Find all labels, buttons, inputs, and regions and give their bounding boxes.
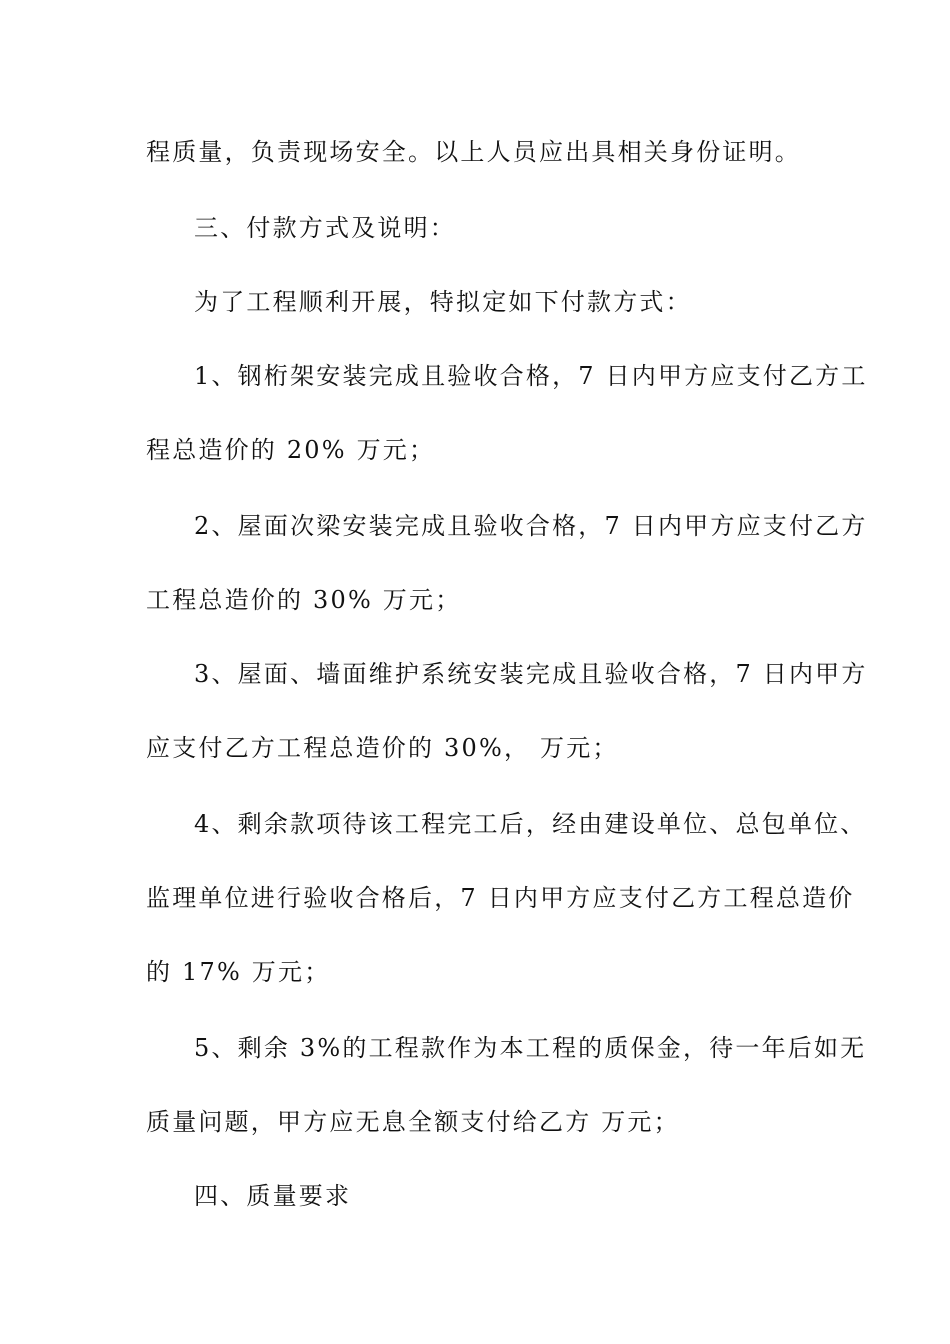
payment-item-1-line-1: 1、钢桁架安装完成且验收合格，7 日内甲方应支付乙方工 — [194, 362, 868, 390]
payment-item-4-line-1: 4、剩余款项待该工程完工后，经由建设单位、总包单位、 — [194, 810, 867, 838]
payment-item-3-line-2: 应支付乙方工程总造价的 30%， 万元； — [146, 734, 619, 762]
text-line-3: 为了工程顺利开展，特拟定如下付款方式： — [194, 288, 692, 316]
payment-item-1-line-2: 程总造价的 20% 万元； — [146, 436, 436, 464]
section-heading-quality: 四、质量要求 — [194, 1182, 352, 1210]
section-heading-payment: 三、付款方式及说明： — [194, 214, 456, 242]
payment-item-4-line-3: 的 17% 万元； — [146, 958, 331, 986]
text-line-1: 程质量，负责现场安全。以上人员应出具相关身份证明。 — [146, 138, 801, 166]
payment-item-5-line-1: 5、剩余 3%的工程款作为本工程的质保金，待一年后如无 — [194, 1034, 867, 1062]
payment-item-4-line-2: 监理单位进行验收合格后，7 日内甲方应支付乙方工程总造价 — [146, 884, 855, 912]
payment-item-2-line-1: 2、屋面次梁安装完成且验收合格，7 日内甲方应支付乙方 — [194, 512, 868, 540]
payment-item-3-line-1: 3、屋面、墙面维护系统安装完成且验收合格，7 日内甲方 — [194, 660, 868, 688]
payment-item-2-line-2: 工程总造价的 30% 万元； — [146, 586, 462, 614]
payment-item-5-line-2: 质量问题，甲方应无息全额支付给乙方 万元； — [146, 1108, 680, 1136]
